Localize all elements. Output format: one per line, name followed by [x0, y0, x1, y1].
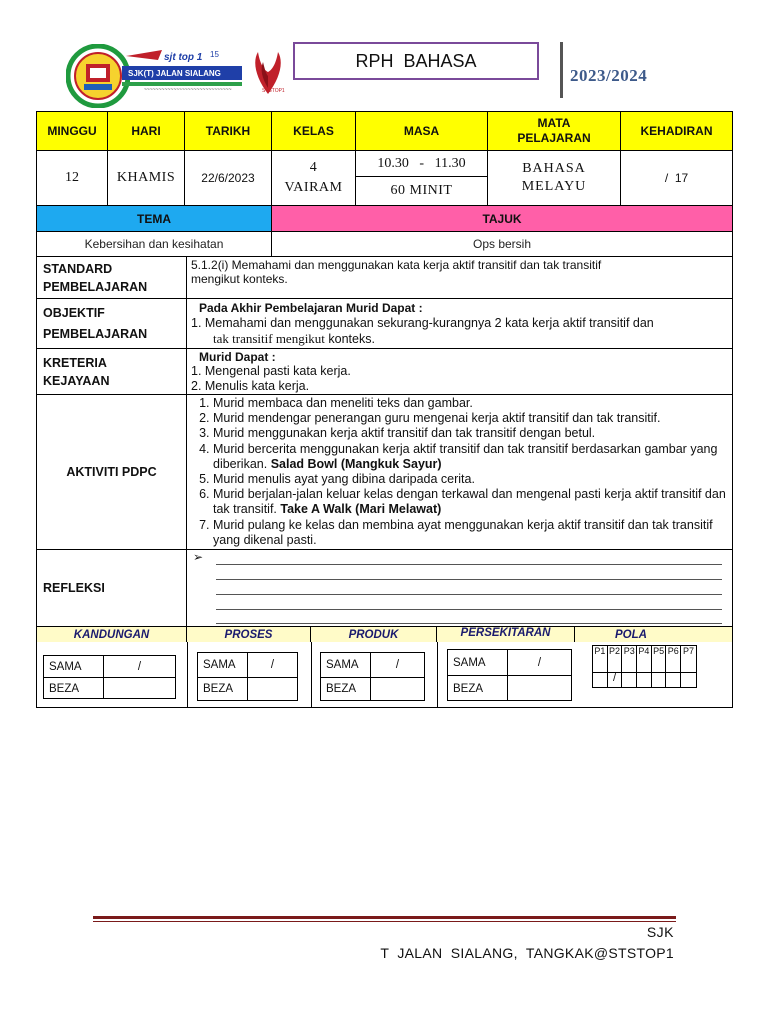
grid-kandungan-sama-label: SAMA: [44, 656, 104, 677]
logo-tag: STSTOP1: [262, 88, 285, 94]
grid-proses-beza-label: BEZA: [198, 678, 248, 702]
header-hari: HARI: [107, 111, 185, 151]
grid-kandungan: [43, 655, 176, 699]
year-label: 2023/2024: [570, 66, 648, 85]
aktiviti-item-1: 1. Murid membaca dan meneliti teks dan gambar.: [213, 396, 728, 411]
eval-divider-1: [187, 642, 188, 708]
pola-mark-3[interactable]: [622, 673, 637, 687]
refleksi-line-3: [216, 594, 722, 595]
footer-rule-thin: [93, 921, 676, 922]
kriteria-content: [186, 348, 733, 395]
objektif-item-continued: [191, 331, 728, 347]
aktiviti-item-4: [213, 442, 728, 472]
refleksi-label: REFLEKSI: [36, 549, 187, 627]
eval-header-pola: POLA: [575, 627, 732, 642]
grid-pola: [592, 645, 697, 688]
refleksi-line-5: [216, 623, 722, 624]
page-title: [293, 42, 539, 80]
grid-kandungan-beza-value[interactable]: [104, 678, 175, 699]
eval-header-proses: PROSES: [187, 627, 311, 642]
grid-persekitaran-sama-label: SAMA: [448, 650, 508, 675]
pola-mark-6[interactable]: [666, 673, 681, 687]
objektif-handwritten: tak transitif mengikut: [213, 331, 325, 346]
grid-produk: [320, 652, 425, 701]
masa-time-text: 10.30 - 11.30: [377, 155, 466, 171]
header-minggu: MINGGU: [36, 111, 108, 151]
svg-text:15: 15: [210, 50, 219, 59]
objektif-item: 1. Memahami dan menggunakan sekurang-kurangnya 2 kata kerja aktif transitif dan: [191, 316, 654, 330]
tajuk-header: TAJUK: [271, 205, 733, 232]
aktiviti-item-2: 2. Murid mendengar penerangan guru mengenai kerja aktif transitif dan tak transitif.: [213, 411, 728, 426]
page-title-text: RPH BAHASA: [355, 50, 477, 71]
school-logo: [66, 44, 130, 108]
grid-kandungan-sama-value[interactable]: /: [137, 660, 142, 673]
pola-label-7: P7: [682, 646, 694, 656]
aktiviti-item-6-text: Murid berjalan-jalan keluar kelas dengan terkawal dan mengenal pasti kerja aktif transitif dan tak transitif.: [213, 487, 726, 517]
value-kehadiran: [620, 150, 733, 206]
aktiviti-label: AKTIVITI PDPC: [36, 394, 187, 550]
header-kelas: KELAS: [271, 111, 356, 151]
refleksi-line-1: [216, 564, 722, 565]
pola-label-3: P3: [622, 646, 637, 672]
grid-proses: [197, 652, 298, 701]
eval-header-persekitaran: PERSEKITARAN: [437, 627, 575, 642]
value-tarikh: 22/6/2023: [184, 150, 272, 206]
grid-persekitaran-beza-value[interactable]: [508, 676, 571, 701]
pola-label-6: P6: [666, 646, 681, 672]
tajuk-value: Ops bersih: [271, 231, 733, 257]
kriteria-heading: Murid Dapat :: [199, 350, 276, 364]
aktiviti-item-6: [213, 487, 728, 517]
pola-label-5: P5: [652, 646, 667, 672]
tema-header: TEMA: [36, 205, 272, 232]
grid-kandungan-beza-label: BEZA: [44, 678, 104, 699]
header-tarikh: TARIKH: [184, 111, 272, 151]
kriteria-item-2: 2. Menulis kata kerja.: [191, 379, 310, 393]
grid-produk-beza-label: BEZA: [321, 678, 371, 702]
aktiviti-item-5: 5. Murid menulis ayat yang dibina daripada cerita.: [213, 472, 728, 487]
kehadiran-text: / 17: [664, 171, 689, 185]
eval-header-produk: PRODUK: [311, 627, 437, 642]
standard-text: 5.1.2(i) Memahami dan menggunakan kata kerja aktif transitif dan tak transitif mengikut konteks.: [186, 256, 733, 299]
eval-header-kandungan: KANDUNGAN: [37, 627, 187, 642]
grid-persekitaran-sama-value[interactable]: /: [537, 656, 542, 669]
grid-proses-beza-value[interactable]: [248, 678, 297, 702]
footer-rule: [93, 916, 676, 919]
footer-line-2-text: T JALAN SIALANG, TANGKAK@STSTOP1: [380, 945, 674, 961]
kriteria-item-1: 1. Mengenal pasti kata kerja.: [191, 364, 351, 378]
eval-divider-3: [437, 642, 438, 708]
svg-text:~~~~~~~~~~~~~~~~~~~~~~~~~~~~~~: ~~~~~~~~~~~~~~~~~~~~~~~~~~~~~~: [144, 87, 232, 93]
pola-mark-7[interactable]: [681, 673, 696, 687]
refleksi-area[interactable]: [186, 549, 733, 627]
footer-line-2: [380, 945, 674, 961]
pola-mark-5[interactable]: [652, 673, 667, 687]
evaluation-block: [36, 626, 733, 708]
grid-persekitaran: [447, 649, 572, 701]
header-divider: [560, 42, 563, 98]
value-masa-duration: 60 MINIT: [355, 176, 488, 206]
pola-mark-4[interactable]: [637, 673, 652, 687]
pola-mark-1[interactable]: [593, 673, 608, 687]
header-kehadiran: KEHADIRAN: [620, 111, 733, 151]
value-minggu: 12: [36, 150, 108, 206]
refleksi-line-2: [216, 579, 722, 580]
standard-label: STANDARD PEMBELAJARAN: [36, 256, 187, 299]
header-mata-pelajaran: MATA PELAJARAN: [487, 111, 621, 151]
kriteria-label: KRETERIA KEJAYAAN: [36, 348, 187, 395]
objektif-label: OBJEKTIF PEMBELAJARAN: [36, 298, 187, 349]
svg-text:sjt top 1: sjt top 1: [164, 52, 203, 63]
objektif-heading: Pada Akhir Pembelajaran Murid Dapat :: [199, 301, 423, 315]
aktiviti-item-7: 7. Murid pulang ke kelas dan membina ayat menggunakan kerja aktif transitif dan tak transitif yang dikenal pasti.: [213, 518, 728, 548]
footer-line-1: SJK: [646, 924, 674, 940]
pola-label-2: P2: [608, 646, 623, 672]
aktiviti-item-4-bold: Salad Bowl (Mangkuk Sayur): [270, 456, 442, 471]
aktiviti-item-4-text: Murid bercerita menggunakan kerja aktif transitif dan tak transitif berdasarkan gambar yang diberikan.: [213, 441, 718, 471]
aktiviti-content: [186, 394, 733, 550]
grid-produk-sama-value[interactable]: /: [395, 658, 400, 671]
aktiviti-item-6-bold: Take A Walk (Mari Melawat): [280, 502, 442, 517]
grid-produk-sama-label: SAMA: [321, 653, 371, 677]
header-masa: MASA: [355, 111, 488, 151]
pola-mark-2[interactable]: /: [608, 673, 623, 687]
grid-proses-sama-label: SAMA: [198, 653, 248, 677]
value-masa-time: [355, 150, 488, 177]
pola-label-4: P4: [637, 646, 652, 672]
value-hari: KHAMIS: [107, 150, 185, 206]
objektif-item-rest: konteks.: [324, 332, 375, 346]
logo-school-text: SJK(T) JALAN SIALANG: [128, 69, 221, 78]
value-mata-pelajaran: BAHASA MELAYU: [487, 150, 621, 206]
objektif-content: [186, 298, 733, 349]
tema-value: Kebersihan dan kesihatan: [36, 231, 272, 257]
grid-persekitaran-beza-label: BEZA: [448, 676, 508, 701]
aktiviti-item-3: 3. Murid menggunakan kerja aktif transitif dan tak transitif dengan betul.: [213, 426, 728, 441]
value-kelas: 4 VAIRAM: [271, 150, 356, 206]
refleksi-bullet: ➢: [193, 550, 204, 564]
grid-produk-beza-value[interactable]: [371, 678, 424, 702]
eval-divider-2: [311, 642, 312, 708]
pola-label-1: P1: [593, 646, 608, 672]
refleksi-line-4: [216, 609, 722, 610]
grid-proses-sama-value[interactable]: /: [270, 658, 275, 671]
